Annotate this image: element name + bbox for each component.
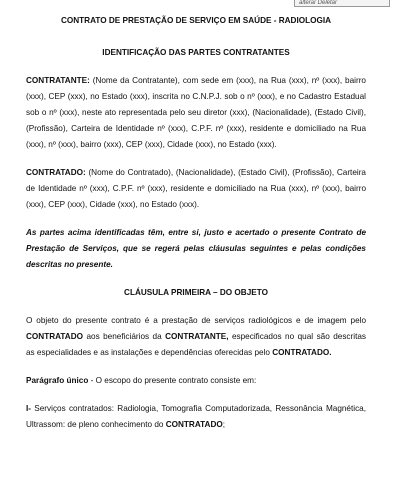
document-content xyxy=(26,13,366,445)
paragraph-object xyxy=(26,313,366,361)
paragraph-contratante xyxy=(26,73,366,153)
contratante-label: CONTRATANTE: xyxy=(26,76,90,85)
object-contratante: CONTRATANTE, xyxy=(165,332,229,341)
object-text-2: aos beneficiários da xyxy=(83,332,166,341)
paragrafo-text: - O escopo do presente contrato consiste em: xyxy=(88,376,257,385)
paragraph-single xyxy=(26,373,366,389)
object-text-3: especificados no qual são descritas as especialidades e as instalações e dependências oferecidas pelo xyxy=(26,332,366,357)
object-text-1: O objeto do presente contrato é a prestação de serviços radiológicos e de imagem pelo xyxy=(26,316,366,325)
section-title-parties: IDENTIFICAÇÃO DAS PARTES CONTRATANTES xyxy=(102,48,290,57)
item1-end: ; xyxy=(222,420,226,429)
paragrafo-label: Parágrafo único xyxy=(26,376,89,385)
item1-contratado: CONTRATADO xyxy=(165,420,223,429)
paragraph-item-1 xyxy=(26,401,366,433)
clause-title-object: CLÁUSULA PRIMEIRA – DO OBJETO xyxy=(124,288,268,297)
document-title: CONTRATO DE PRESTAÇÃO DE SERVIÇO EM SAÚDE - RADIOLOGIA xyxy=(60,16,332,25)
contratante-text: (Nome da Contratante), com sede em (xxx), na Rua (xxx), nº (xxx), bairro (xxx), CEP (xxx), no Estado (xxx), inscrita no C.N.P.J. sob o nº (xxx), e no Cadastro Estadual sob o nº (xxx), neste ato representada pelo seu diretor (xxx), (Nacionalidade), (Estado Civil), (Profissão), Carteira de Identidade nº (xxx), C.P.F. nº (xxx), residente e domiciliado na Rua (xxx), nº (xxx), bairro (xxx), CEP (xxx), Cidade (xxx), no Estado (xxx). xyxy=(26,76,366,149)
item1-text: Serviços contratados: Radiologia, Tomografia Computadorizada, Ressonância Magnética, Ultrassom: de pleno conhecimento do xyxy=(26,404,366,429)
object-contratado-2: CONTRATADO. xyxy=(272,348,332,357)
document-action-tab[interactable]: alterar Deletar xyxy=(294,0,390,7)
contratado-label: CONTRATADO: xyxy=(26,168,86,177)
paragraph-agreement: As partes acima identificadas têm, entre si, justo e acertado o presente Contrato de Prestação de Serviços, que se regerá pelas cláusulas seguintes e pelas condições descritas no presente. xyxy=(26,228,366,269)
contratado-text: (Nome do Contratado), (Nacionalidade), (Estado Civil), (Profissão), Carteira de Identidade nº (xxx), C.P.F. nº (xxx), residente e domiciliado na Rua (xxx), nº (xxx), bairro (xxx), CEP (xxx), Cidade (xxx), no Estado (xxx). xyxy=(26,168,366,209)
paragraph-contratado xyxy=(26,165,366,213)
object-contratado-1: CONTRATADO xyxy=(26,332,83,341)
item1-label: I- xyxy=(26,404,32,413)
